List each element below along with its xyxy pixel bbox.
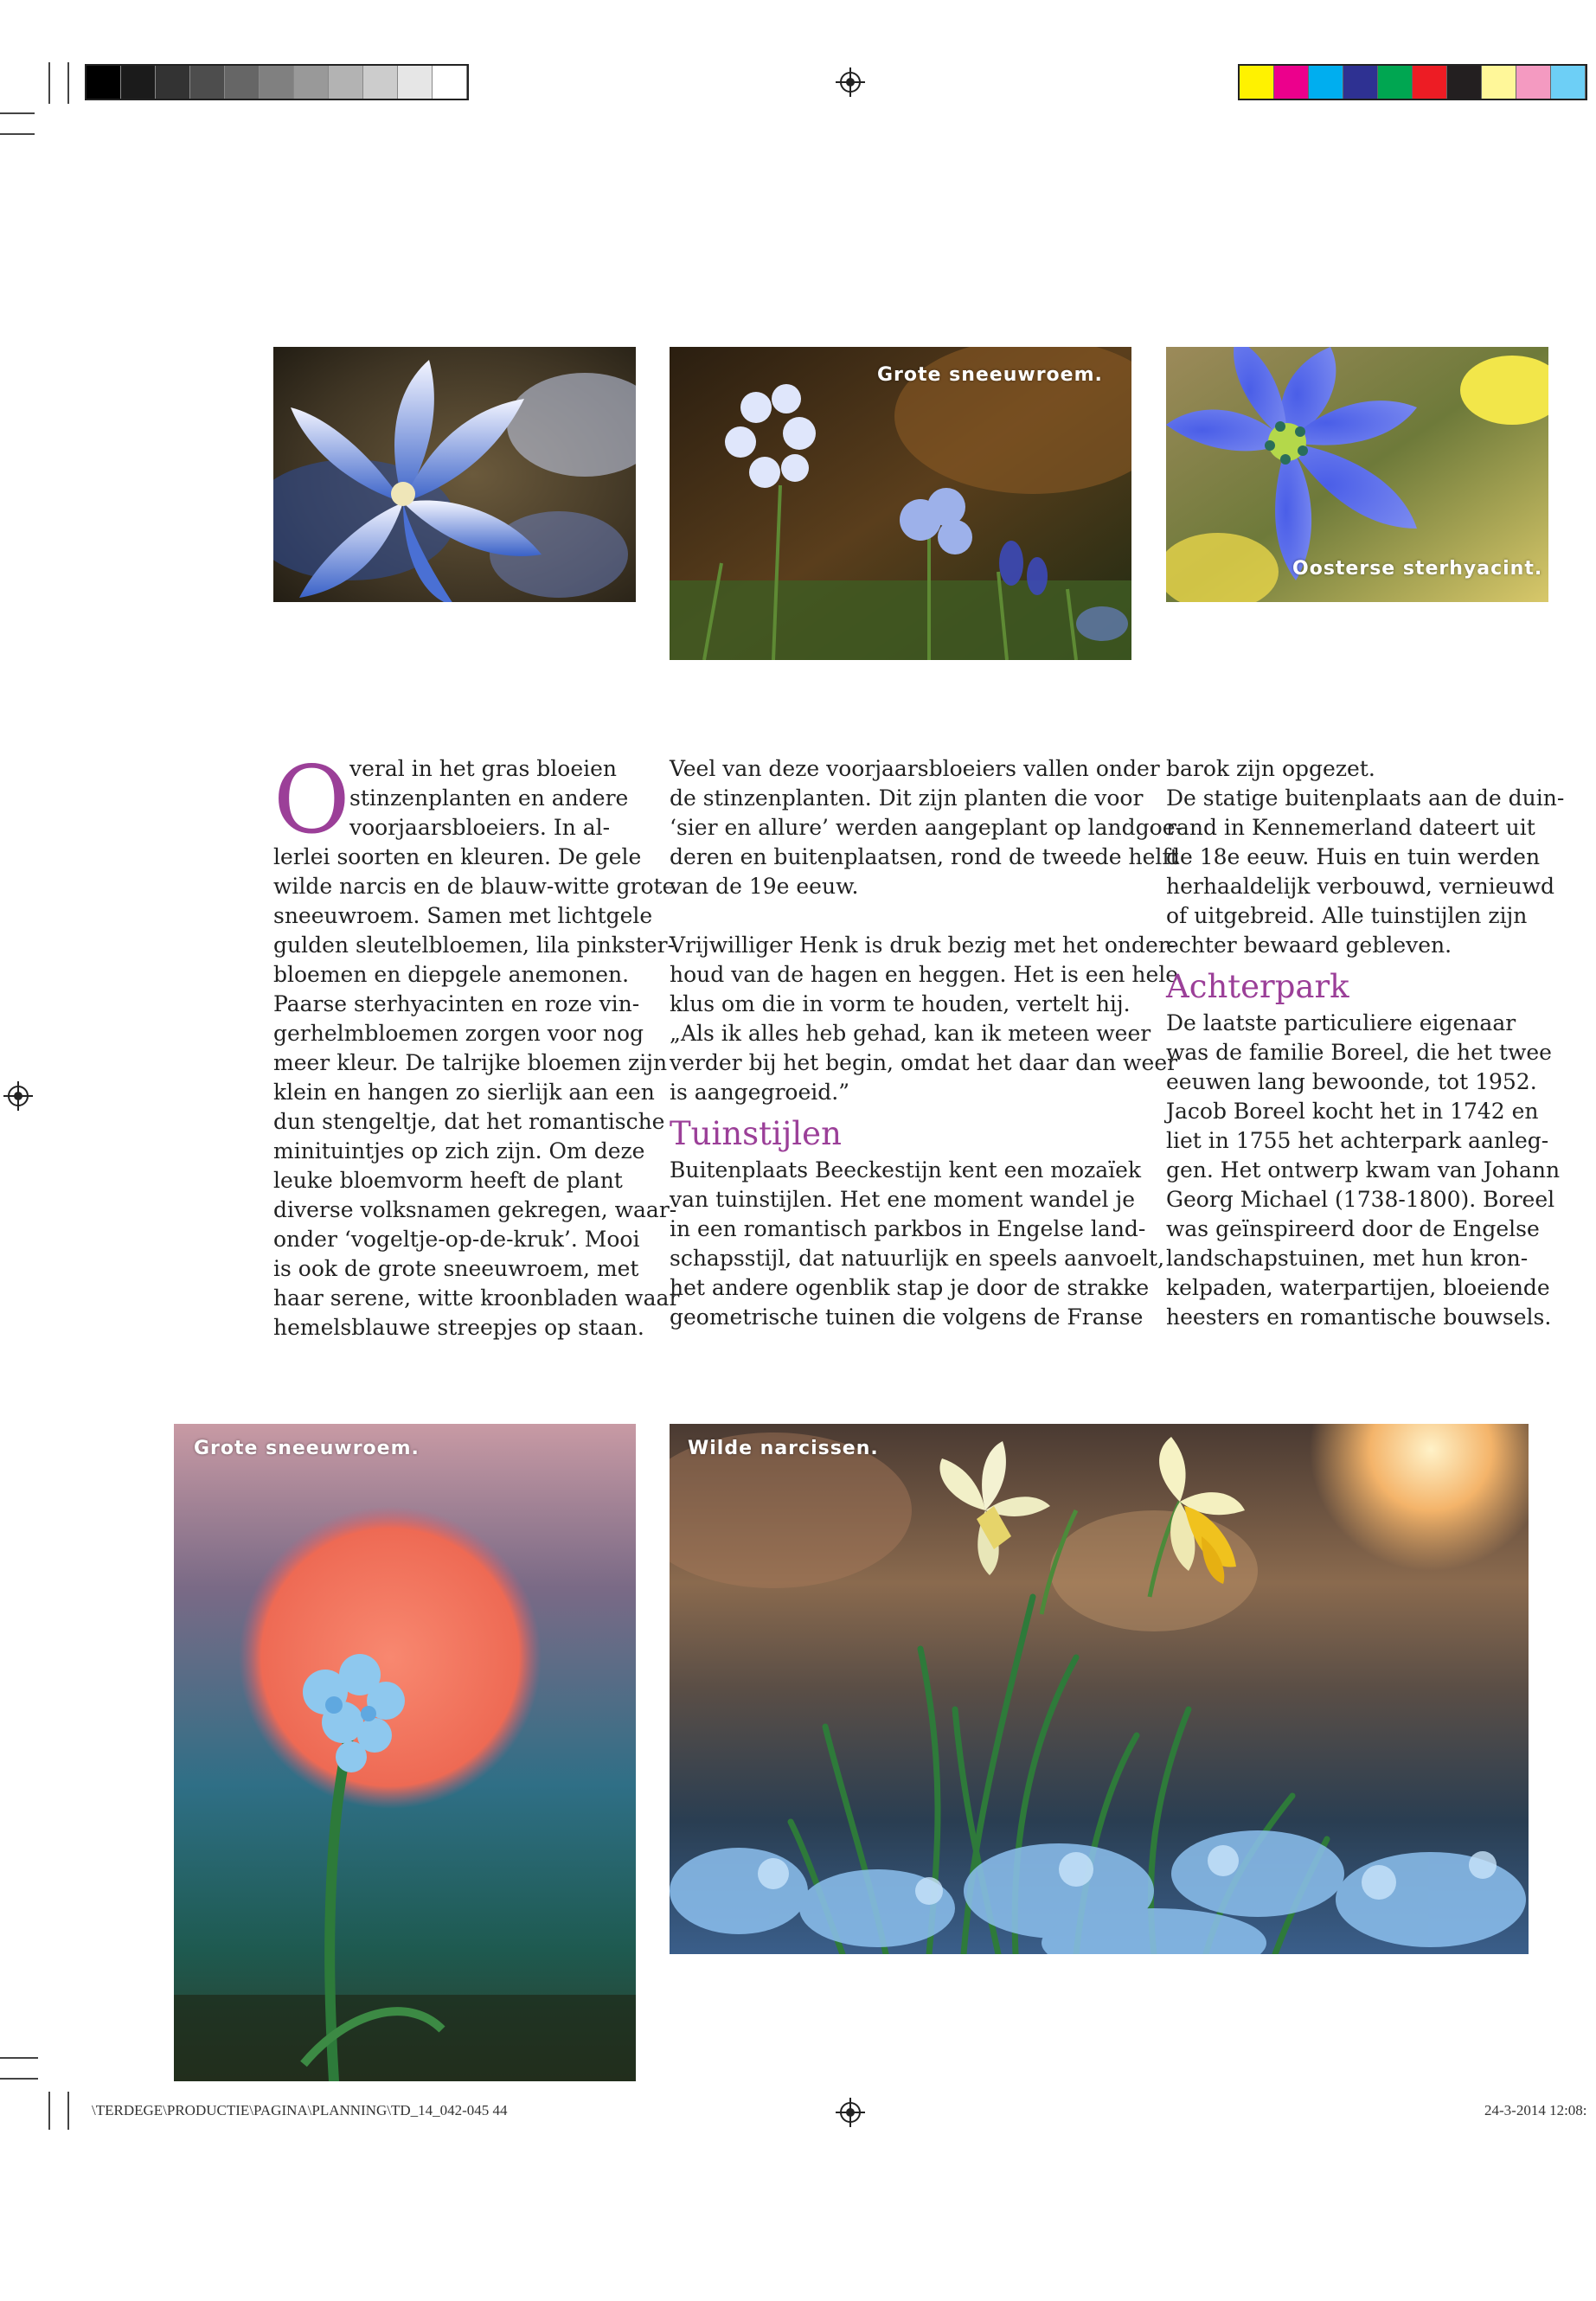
text-line: gen. Het ontwerp kwam van Johann	[1166, 1157, 1561, 1183]
text-line: geometrische tuinen die volgens de Franse	[670, 1304, 1144, 1330]
text-line: van tuinstijlen. Het ene moment wandel je	[670, 1187, 1136, 1212]
text-line: „Als ik alles heb gehad, kan ik meteen weer	[670, 1021, 1151, 1046]
crop-mark	[48, 2092, 50, 2130]
text-line: van de 19e eeuw.	[670, 874, 859, 899]
text-line: minituintjes op zich zijn. Om deze	[273, 1138, 645, 1163]
text-line: stinzenplanten en andere	[349, 785, 629, 811]
text-line: was geïnspireerd door de Engelse	[1166, 1216, 1540, 1241]
section-heading-tuinstijlen: Tuinstijlen	[670, 1115, 842, 1152]
grey-bar-swatch	[260, 66, 294, 99]
footer-date: 24-3-2014 12:08:	[1484, 2102, 1587, 2118]
grey-bar-swatch	[225, 66, 260, 99]
grey-bar-swatch	[294, 66, 329, 99]
photo-grote-sneeuwroem-sunset	[174, 1424, 636, 2081]
text-line: deren en buitenplaatsen, rond de tweede helft	[670, 844, 1179, 869]
color-bar-swatch	[1551, 66, 1586, 99]
text-line: hemelsblauwe streepjes op staan.	[273, 1315, 644, 1340]
text-line: is aangegroeid.”	[670, 1080, 850, 1105]
text-line: houd van de hagen en heggen. Het is een hele	[670, 962, 1179, 987]
text-line: was de familie Boreel, die het twee	[1166, 1040, 1552, 1065]
text-line: de 18e eeuw. Huis en tuin werden	[1166, 844, 1541, 869]
text-line: Buitenplaats Beeckestijn kent een mozaïek	[670, 1157, 1142, 1183]
photo-caption: Wilde narcissen.	[688, 1438, 879, 1459]
text-line: De statige buitenplaats aan de duin-	[1166, 785, 1565, 811]
grey-bar-swatch	[156, 66, 190, 99]
article-column-3	[1166, 754, 1581, 1332]
column-2-paragraph-3	[670, 1156, 1165, 1332]
text-line: klus om die in vorm te houden, vertelt hij.	[670, 991, 1131, 1016]
section-heading-achterpark: Achterpark	[1166, 968, 1349, 1005]
color-bar-swatch	[1343, 66, 1378, 99]
photo-caption: Grote sneeuwroem.	[194, 1438, 420, 1459]
column-3-paragraph-2	[1166, 1009, 1581, 1332]
grey-bar-swatch	[121, 66, 156, 99]
text-line: Veel van deze voorjaarsbloeiers vallen onder	[670, 756, 1160, 781]
article-column-2	[670, 754, 1183, 1332]
footer-file-path: \TERDEGE\PRODUCTIE\PAGINA\PLANNING\TD_14_042-045 44	[92, 2102, 508, 2118]
text-line: ‘sier en allure’ werden aangeplant op landgoe-	[670, 815, 1183, 840]
photo-oosterse-sterhyacint	[1166, 347, 1548, 602]
grey-bar-swatch	[433, 66, 467, 99]
color-bar-swatch	[1274, 66, 1309, 99]
text-line: De laatste particuliere eigenaar	[1166, 1010, 1516, 1035]
grey-calibration-bar	[85, 64, 469, 100]
text-line: Paarse sterhyacinten en roze vin-	[273, 991, 640, 1016]
crop-mark	[0, 2078, 38, 2080]
color-bar-swatch	[1309, 66, 1343, 99]
text-line: landschapstuinen, met hun kron-	[1166, 1246, 1529, 1271]
text-line: of uitgebreid. Alle tuinstijlen zijn	[1166, 903, 1528, 928]
color-bar-swatch	[1482, 66, 1516, 99]
photo-blue-white-flower	[273, 347, 636, 602]
text-line: diverse volksnamen gekregen, waar-	[273, 1197, 677, 1222]
text-line: barok zijn opgezet.	[1166, 756, 1375, 781]
column-2-paragraph-1	[670, 754, 1183, 901]
text-line: liet in 1755 het achterpark aanleg-	[1166, 1128, 1549, 1153]
text-line: haar serene, witte kroonbladen waar	[273, 1285, 680, 1311]
color-bar-swatch	[1240, 66, 1274, 99]
text-line: gerhelmbloemen zorgen voor nog	[273, 1021, 644, 1046]
text-line: lerlei soorten en kleuren. De gele	[273, 844, 642, 869]
column-3-paragraph-1	[1166, 754, 1581, 960]
grey-bar-swatch	[398, 66, 433, 99]
text-line: de stinzenplanten. Dit zijn planten die voor	[670, 785, 1144, 811]
registration-mark-icon	[836, 2098, 865, 2127]
column-2-paragraph-2	[670, 931, 1179, 1107]
crop-mark	[48, 62, 50, 104]
color-calibration-bar	[1238, 64, 1587, 100]
crop-mark	[67, 2092, 69, 2130]
text-line: verder bij het begin, omdat het daar dan weer	[670, 1050, 1178, 1075]
photo-wilde-narcissen	[670, 1424, 1529, 1954]
article-column-1	[273, 747, 680, 1343]
text-line: voorjaarsbloeiers. In al-	[349, 815, 611, 840]
color-bar-swatch	[1516, 66, 1551, 99]
photo-caption: Grote sneeuwroem.	[877, 364, 1103, 386]
drop-cap: O	[273, 747, 350, 855]
text-line: kelpaden, waterpartijen, bloeiende	[1166, 1275, 1550, 1300]
color-bar-swatch	[1378, 66, 1413, 99]
text-line: schapsstijl, dat natuurlijk en speels aanvoelt,	[670, 1246, 1165, 1271]
crop-mark	[0, 133, 35, 135]
text-line: bloemen en diepgele anemonen.	[273, 962, 630, 987]
crop-mark	[0, 112, 35, 114]
grey-bar-swatch	[329, 66, 363, 99]
text-line: heesters en romantische bouwsels.	[1166, 1304, 1552, 1330]
text-line: het andere ogenblik stap je door de strakke	[670, 1275, 1150, 1300]
grey-bar-swatch	[87, 66, 121, 99]
text-line: Georg Michael (1738-1800). Boreel	[1166, 1187, 1555, 1212]
text-line: is ook de grote sneeuwroem, met	[273, 1256, 639, 1281]
grey-bar-swatch	[363, 66, 398, 99]
text-line: sneeuwroem. Samen met lichtgele	[273, 903, 653, 928]
registration-mark-icon	[3, 1081, 33, 1111]
text-line: onder ‘vogeltje-op-de-kruk’. Mooi	[273, 1227, 640, 1252]
text-line: dun stengeltje, dat het romantische	[273, 1109, 665, 1134]
text-line: herhaaldelijk verbouwd, vernieuwd	[1166, 874, 1554, 899]
text-line: meer kleur. De talrijke bloemen zijn	[273, 1050, 668, 1075]
grey-bar-swatch	[190, 66, 225, 99]
text-line: klein en hangen zo sierlijk aan een	[273, 1080, 655, 1105]
color-bar-swatch	[1447, 66, 1482, 99]
text-line: rand in Kennemerland dateert uit	[1166, 815, 1535, 840]
crop-mark	[67, 62, 69, 104]
text-line: wilde narcis en de blauw-witte grote	[273, 874, 676, 899]
color-bar-swatch	[1413, 66, 1447, 99]
photo-caption: Oosterse sterhyacint.	[1292, 558, 1543, 580]
text-line: gulden sleutelbloemen, lila pinkster-	[273, 933, 676, 958]
text-line: Vrijwilliger Henk is druk bezig met het onder-	[670, 933, 1176, 958]
text-line: eeuwen lang bewoonde, tot 1952.	[1166, 1069, 1537, 1094]
photo-grote-sneeuwroem-top	[670, 347, 1131, 660]
crop-mark	[0, 2057, 38, 2059]
text-line: in een romantisch parkbos in Engelse land-	[670, 1216, 1146, 1241]
column-1-body	[273, 843, 680, 1343]
text-line: leuke bloemvorm heeft de plant	[273, 1168, 623, 1193]
text-line: echter bewaard gebleven.	[1166, 933, 1452, 958]
text-line: Jacob Boreel kocht het in 1742 en	[1166, 1099, 1539, 1124]
registration-mark-icon	[836, 67, 865, 97]
text-line: veral in het gras bloeien	[349, 756, 618, 781]
